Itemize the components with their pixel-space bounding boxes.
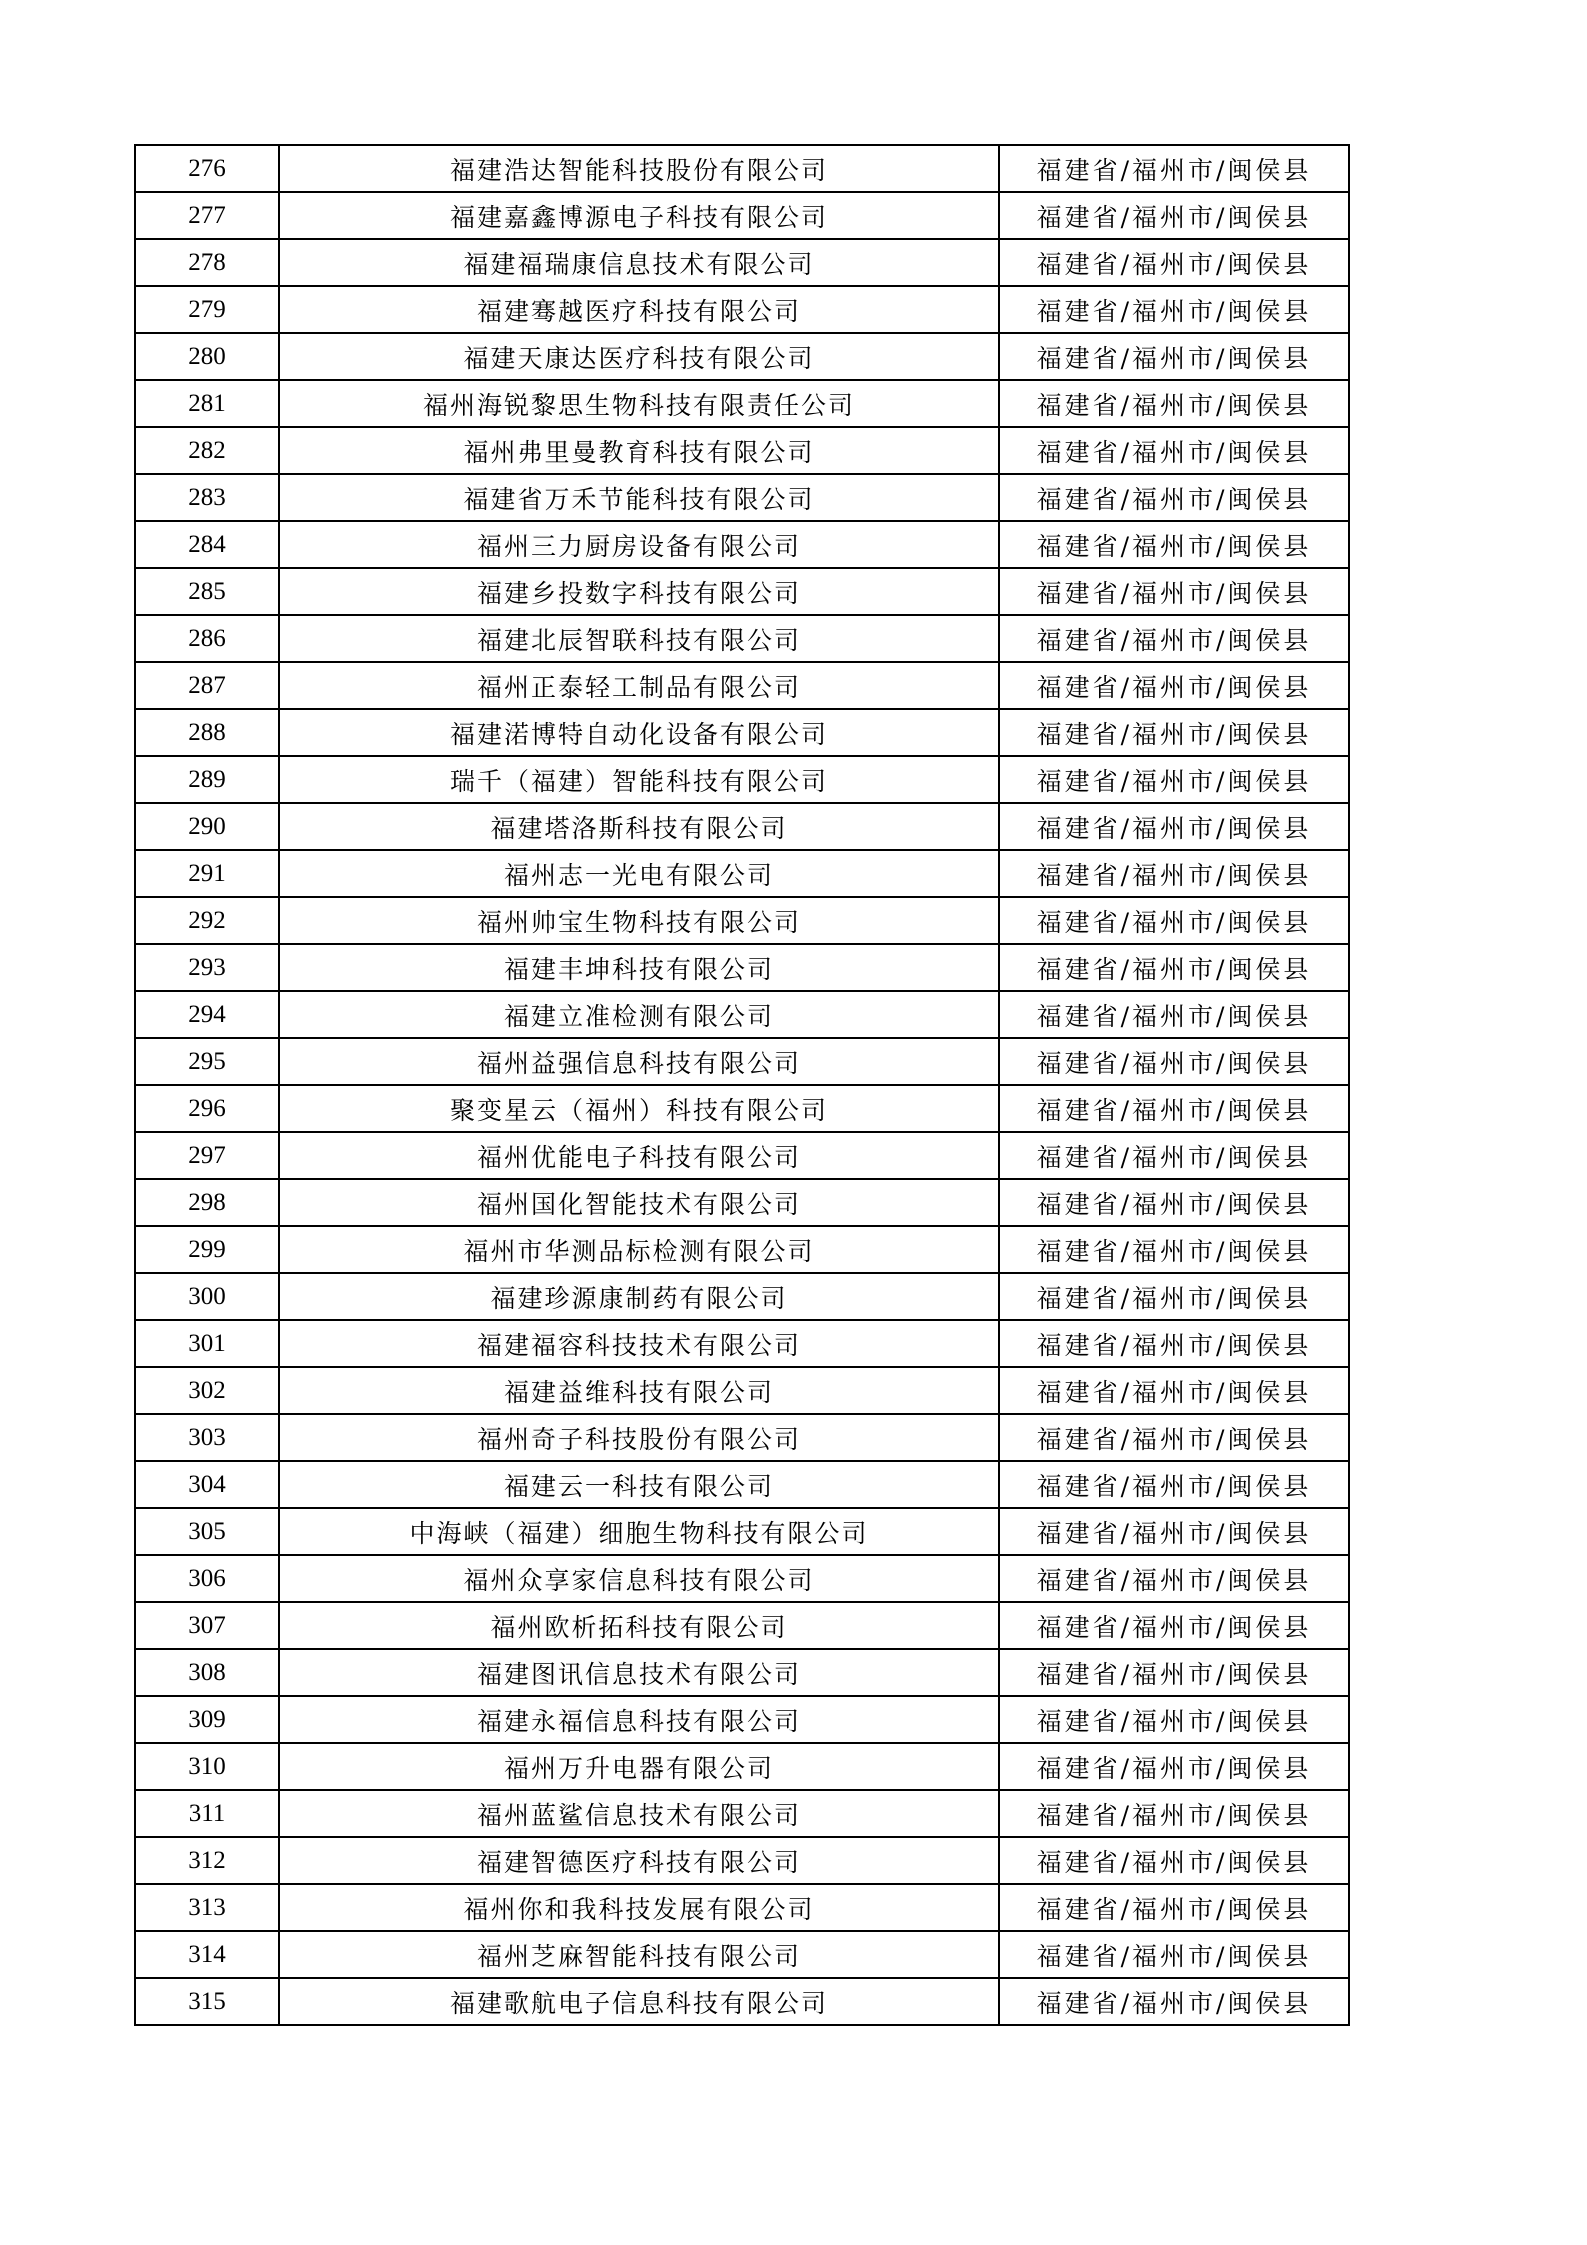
company-name: 聚变星云（福州）科技有限公司 <box>279 1085 999 1132</box>
company-name: 福建浩达智能科技股份有限公司 <box>279 145 999 192</box>
company-name: 福州国化智能技术有限公司 <box>279 1179 999 1226</box>
company-name: 福建福瑞康信息技术有限公司 <box>279 239 999 286</box>
row-number: 283 <box>135 474 279 521</box>
row-number: 314 <box>135 1931 279 1978</box>
company-name: 福建歌航电子信息科技有限公司 <box>279 1978 999 2025</box>
table-row <box>135 756 1349 803</box>
row-number: 313 <box>135 1884 279 1931</box>
row-number: 312 <box>135 1837 279 1884</box>
row-number: 306 <box>135 1555 279 1602</box>
row-number: 302 <box>135 1367 279 1414</box>
row-number: 300 <box>135 1273 279 1320</box>
region: 福建省/福州市/闽侯县 <box>999 1649 1349 1696</box>
company-name: 中海峡（福建）细胞生物科技有限公司 <box>279 1508 999 1555</box>
company-name: 福州弗里曼教育科技有限公司 <box>279 427 999 474</box>
row-number: 309 <box>135 1696 279 1743</box>
region: 福建省/福州市/闽侯县 <box>999 1931 1349 1978</box>
row-number: 299 <box>135 1226 279 1273</box>
company-name: 福州帅宝生物科技有限公司 <box>279 897 999 944</box>
company-name: 福建天康达医疗科技有限公司 <box>279 333 999 380</box>
company-name: 福建嘉鑫博源电子科技有限公司 <box>279 192 999 239</box>
region: 福建省/福州市/闽侯县 <box>999 1273 1349 1320</box>
company-name: 福州志一光电有限公司 <box>279 850 999 897</box>
table-row <box>135 1273 1349 1320</box>
company-name: 福州欧析拓科技有限公司 <box>279 1602 999 1649</box>
row-number: 307 <box>135 1602 279 1649</box>
table-row <box>135 1931 1349 1978</box>
row-number: 315 <box>135 1978 279 2025</box>
company-name: 福建乡投数字科技有限公司 <box>279 568 999 615</box>
region: 福建省/福州市/闽侯县 <box>999 756 1349 803</box>
region: 福建省/福州市/闽侯县 <box>999 427 1349 474</box>
company-name: 福州众享家信息科技有限公司 <box>279 1555 999 1602</box>
region: 福建省/福州市/闽侯县 <box>999 1226 1349 1273</box>
company-name: 福建骞越医疗科技有限公司 <box>279 286 999 333</box>
row-number: 280 <box>135 333 279 380</box>
region: 福建省/福州市/闽侯县 <box>999 192 1349 239</box>
table-row <box>135 897 1349 944</box>
row-number: 290 <box>135 803 279 850</box>
company-list-table <box>134 144 1350 2026</box>
table-row <box>135 1320 1349 1367</box>
company-name: 福建云一科技有限公司 <box>279 1461 999 1508</box>
region: 福建省/福州市/闽侯县 <box>999 1508 1349 1555</box>
table-row <box>135 521 1349 568</box>
table-row <box>135 192 1349 239</box>
row-number: 304 <box>135 1461 279 1508</box>
region: 福建省/福州市/闽侯县 <box>999 944 1349 991</box>
region: 福建省/福州市/闽侯县 <box>999 1320 1349 1367</box>
row-number: 308 <box>135 1649 279 1696</box>
row-number: 287 <box>135 662 279 709</box>
table-row <box>135 850 1349 897</box>
table-row <box>135 1038 1349 1085</box>
row-number: 294 <box>135 991 279 1038</box>
company-name: 福建塔洛斯科技有限公司 <box>279 803 999 850</box>
company-name: 福州海锐黎思生物科技有限责任公司 <box>279 380 999 427</box>
table-row <box>135 1743 1349 1790</box>
region: 福建省/福州市/闽侯县 <box>999 1555 1349 1602</box>
company-name: 福州你和我科技发展有限公司 <box>279 1884 999 1931</box>
region: 福建省/福州市/闽侯县 <box>999 1884 1349 1931</box>
table-row <box>135 333 1349 380</box>
table-row <box>135 1884 1349 1931</box>
table-row <box>135 1461 1349 1508</box>
table-row <box>135 239 1349 286</box>
region: 福建省/福州市/闽侯县 <box>999 709 1349 756</box>
table-row <box>135 1085 1349 1132</box>
row-number: 311 <box>135 1790 279 1837</box>
row-number: 296 <box>135 1085 279 1132</box>
row-number: 277 <box>135 192 279 239</box>
row-number: 288 <box>135 709 279 756</box>
row-number: 298 <box>135 1179 279 1226</box>
region: 福建省/福州市/闽侯县 <box>999 145 1349 192</box>
region: 福建省/福州市/闽侯县 <box>999 1461 1349 1508</box>
company-name: 福建渃博特自动化设备有限公司 <box>279 709 999 756</box>
region: 福建省/福州市/闽侯县 <box>999 615 1349 662</box>
table-row <box>135 1414 1349 1461</box>
row-number: 301 <box>135 1320 279 1367</box>
row-number: 291 <box>135 850 279 897</box>
company-name: 福州益强信息科技有限公司 <box>279 1038 999 1085</box>
region: 福建省/福州市/闽侯县 <box>999 1132 1349 1179</box>
region: 福建省/福州市/闽侯县 <box>999 521 1349 568</box>
company-name: 福建智德医疗科技有限公司 <box>279 1837 999 1884</box>
table-row <box>135 1367 1349 1414</box>
row-number: 285 <box>135 568 279 615</box>
table-row <box>135 380 1349 427</box>
company-name: 瑞千（福建）智能科技有限公司 <box>279 756 999 803</box>
table-row <box>135 709 1349 756</box>
row-number: 286 <box>135 615 279 662</box>
table-row <box>135 568 1349 615</box>
table-row <box>135 1602 1349 1649</box>
table-row <box>135 474 1349 521</box>
company-name: 福州市华测品标检测有限公司 <box>279 1226 999 1273</box>
table-row <box>135 1132 1349 1179</box>
row-number: 281 <box>135 380 279 427</box>
table-row <box>135 427 1349 474</box>
table-row <box>135 286 1349 333</box>
table-row <box>135 1508 1349 1555</box>
table-row <box>135 1696 1349 1743</box>
region: 福建省/福州市/闽侯县 <box>999 1790 1349 1837</box>
table-row <box>135 1978 1349 2025</box>
row-number: 297 <box>135 1132 279 1179</box>
row-number: 289 <box>135 756 279 803</box>
region: 福建省/福州市/闽侯县 <box>999 239 1349 286</box>
row-number: 305 <box>135 1508 279 1555</box>
table-body <box>135 145 1349 2025</box>
company-name: 福建永福信息科技有限公司 <box>279 1696 999 1743</box>
row-number: 276 <box>135 145 279 192</box>
region: 福建省/福州市/闽侯县 <box>999 1085 1349 1132</box>
company-name: 福建省万禾节能科技有限公司 <box>279 474 999 521</box>
company-name: 福建图讯信息技术有限公司 <box>279 1649 999 1696</box>
table-row <box>135 1555 1349 1602</box>
table-row <box>135 1837 1349 1884</box>
company-name: 福州万升电器有限公司 <box>279 1743 999 1790</box>
region: 福建省/福州市/闽侯县 <box>999 286 1349 333</box>
region: 福建省/福州市/闽侯县 <box>999 333 1349 380</box>
company-name: 福州三力厨房设备有限公司 <box>279 521 999 568</box>
region: 福建省/福州市/闽侯县 <box>999 1978 1349 2025</box>
region: 福建省/福州市/闽侯县 <box>999 1179 1349 1226</box>
row-number: 293 <box>135 944 279 991</box>
company-name: 福州优能电子科技有限公司 <box>279 1132 999 1179</box>
company-name: 福州奇子科技股份有限公司 <box>279 1414 999 1461</box>
region: 福建省/福州市/闽侯县 <box>999 897 1349 944</box>
company-name: 福州芝麻智能科技有限公司 <box>279 1931 999 1978</box>
company-name: 福州蓝鲨信息技术有限公司 <box>279 1790 999 1837</box>
region: 福建省/福州市/闽侯县 <box>999 991 1349 1038</box>
table-row <box>135 145 1349 192</box>
company-name: 福建丰坤科技有限公司 <box>279 944 999 991</box>
company-name: 福建北辰智联科技有限公司 <box>279 615 999 662</box>
region: 福建省/福州市/闽侯县 <box>999 1696 1349 1743</box>
company-name: 福建福容科技技术有限公司 <box>279 1320 999 1367</box>
table-row <box>135 662 1349 709</box>
table-row <box>135 991 1349 1038</box>
region: 福建省/福州市/闽侯县 <box>999 474 1349 521</box>
row-number: 278 <box>135 239 279 286</box>
company-name: 福州正泰轻工制品有限公司 <box>279 662 999 709</box>
company-name: 福建益维科技有限公司 <box>279 1367 999 1414</box>
region: 福建省/福州市/闽侯县 <box>999 380 1349 427</box>
row-number: 292 <box>135 897 279 944</box>
region: 福建省/福州市/闽侯县 <box>999 1038 1349 1085</box>
region: 福建省/福州市/闽侯县 <box>999 803 1349 850</box>
row-number: 310 <box>135 1743 279 1790</box>
table-row <box>135 1226 1349 1273</box>
company-name: 福建珍源康制药有限公司 <box>279 1273 999 1320</box>
row-number: 284 <box>135 521 279 568</box>
table-row <box>135 615 1349 662</box>
region: 福建省/福州市/闽侯县 <box>999 1743 1349 1790</box>
region: 福建省/福州市/闽侯县 <box>999 850 1349 897</box>
row-number: 279 <box>135 286 279 333</box>
region: 福建省/福州市/闽侯县 <box>999 568 1349 615</box>
region: 福建省/福州市/闽侯县 <box>999 1602 1349 1649</box>
region: 福建省/福州市/闽侯县 <box>999 1837 1349 1884</box>
table-row <box>135 1179 1349 1226</box>
region: 福建省/福州市/闽侯县 <box>999 1367 1349 1414</box>
table-row <box>135 1649 1349 1696</box>
row-number: 303 <box>135 1414 279 1461</box>
table-row <box>135 1790 1349 1837</box>
region: 福建省/福州市/闽侯县 <box>999 662 1349 709</box>
row-number: 282 <box>135 427 279 474</box>
row-number: 295 <box>135 1038 279 1085</box>
region: 福建省/福州市/闽侯县 <box>999 1414 1349 1461</box>
table-row <box>135 803 1349 850</box>
company-name: 福建立准检测有限公司 <box>279 991 999 1038</box>
table-row <box>135 944 1349 991</box>
